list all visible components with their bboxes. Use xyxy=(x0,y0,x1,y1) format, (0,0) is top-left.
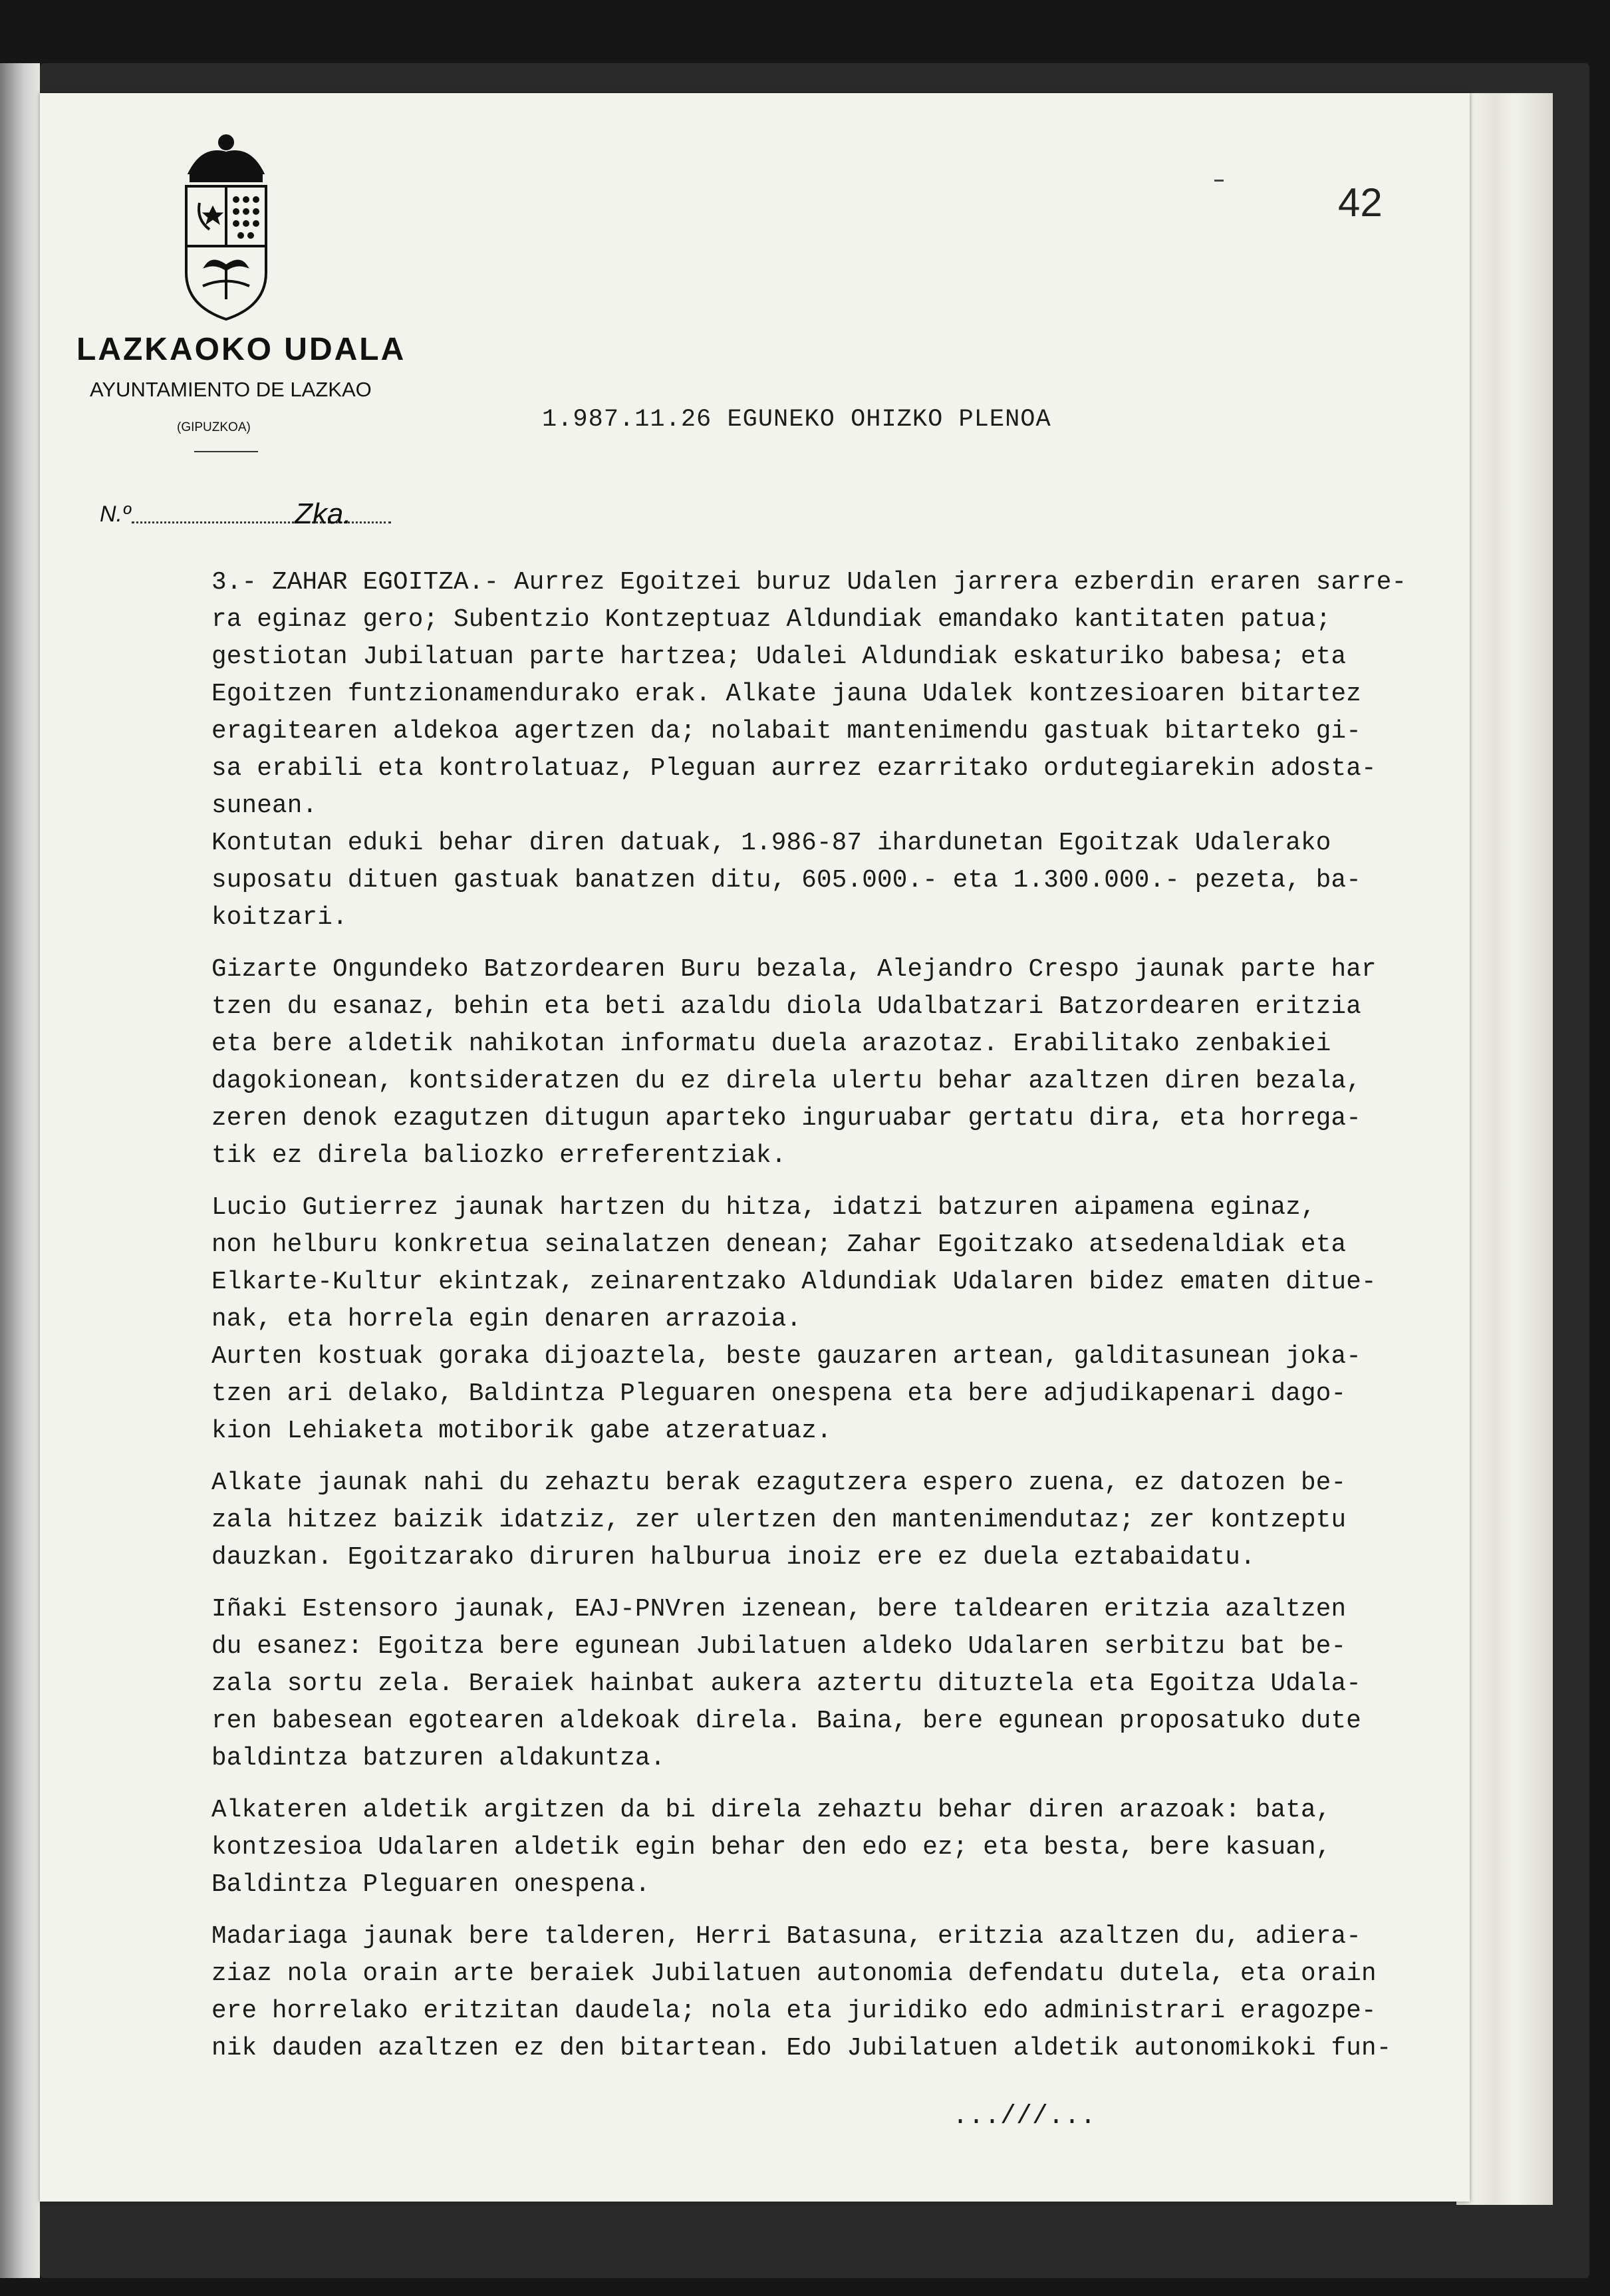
text-line: 3.- ZAHAR EGOITZA.- Aurrez Egoitzei buruz Udalen jarrera ezberdin eraren sarre- xyxy=(211,569,1407,597)
text-line: suposatu dituen gastuak banatzen ditu, 605.000.- eta 1.300.000.- pezeta, ba- xyxy=(211,867,1362,895)
text-line: zala sortu zela. Beraiek hainbat aukera aztertu dituztela eta Egoitza Udala- xyxy=(211,1670,1362,1698)
letterhead-rule xyxy=(194,451,258,452)
organization-subtitle: AYUNTAMIENTO DE LAZKAO xyxy=(90,378,372,401)
paragraph xyxy=(211,1591,1462,1777)
text-line: eta bere aldetik nahikotan informatu duela arazotaz. Erabilitako zenbakiei xyxy=(211,1030,1331,1058)
text-line: Aurten kostuak goraka dijoaztela, beste gauzaren artean, galditasunean joka- xyxy=(211,1343,1362,1371)
text-line: kontzesioa Udalaren aldetik egin behar den edo ez; eta besta, bere kasuan, xyxy=(211,1834,1331,1862)
text-line: Madariaga jaunak bere talderen, Herri Batasuna, eritzia azaltzen du, adiera- xyxy=(211,1923,1362,1951)
text-line: Alkateren aldetik argitzen da bi direla zehaztu behar diren arazoak: bata, xyxy=(211,1796,1331,1824)
text-line: tzen du esanaz, behin eta beti azaldu diola Udalbatzari Batzordearen eritzia xyxy=(211,993,1362,1021)
reference-number-field xyxy=(100,498,366,535)
coat-of-arms-icon xyxy=(176,133,276,326)
text-line: tik ez direla baliozko erreferentziak. xyxy=(211,1142,787,1170)
zka-label: Zka. xyxy=(295,498,352,530)
page-stack-edge xyxy=(1456,93,1553,2205)
text-line: nak, eta horrela egin denaren arrazoia. xyxy=(211,1306,802,1334)
text-line: nik dauden azaltzen ez den bitartean. Edo Jubilatuen aldetik autonomikoki fun- xyxy=(211,2035,1392,2063)
text-line: sa erabili eta kontrolatuaz, Pleguan aurrez ezarritako ordutegiarekin adosta- xyxy=(211,755,1377,783)
text-line: Lucio Gutierrez jaunak hartzen du hitza, idatzi batzuren aipamena eginaz, xyxy=(211,1194,1316,1222)
document-body xyxy=(211,564,1462,2082)
text-line: non helburu konkretua seinalatzen denean; Zahar Egoitzako atsedenaldiak eta xyxy=(211,1231,1347,1259)
paragraph xyxy=(211,1465,1462,1576)
text-line: Elkarte-Kultur ekintzak, zeinarentzako Aldundiak Udalaren bidez ematen ditue- xyxy=(211,1268,1377,1296)
paragraph xyxy=(211,1792,1462,1904)
paragraph xyxy=(211,564,1462,936)
text-line: Kontutan eduki behar diren datuak, 1.986-87 ihardunetan Egoitzak Udalerako xyxy=(211,829,1331,857)
paragraph xyxy=(211,951,1462,1175)
text-line: ere horrelako eritzitan daudela; nola eta juridiko edo administrari eragozpe- xyxy=(211,1997,1377,2025)
page-number: 42 xyxy=(1338,180,1383,225)
text-line: kion Lehiaketa motiborik gabe atzeratuaz. xyxy=(211,1417,832,1445)
text-line: tzen ari delako, Baldintza Pleguaren onespena eta bere adjudikapenari dago- xyxy=(211,1380,1347,1408)
number-label: N.º xyxy=(100,502,131,527)
text-line: dauzkan. Egoitzarako diruren halburua inoiz ere ez duela eztabaidatu. xyxy=(211,1544,1256,1572)
text-line: koitzari. xyxy=(211,904,348,932)
text-line: ziaz nola orain arte beraiek Jubilatuen autonomia defendatu dutela, eta orain xyxy=(211,1960,1377,1988)
text-line: Gizarte Ongundeko Batzordearen Buru bezala, Alejandro Crespo jaunak parte har xyxy=(211,956,1377,984)
text-line: gestiotan Jubilatuan parte hartzea; Udalei Aldundiak eskaturiko babesa; eta xyxy=(211,643,1347,671)
text-line: Iñaki Estensoro jaunak, EAJ-PNVren izenean, bere taldearen eritzia azaltzen xyxy=(211,1596,1347,1624)
text-line: eragitearen aldekoa agertzen da; nolabait mantenimendu gastuak bitarteko gi- xyxy=(211,718,1362,746)
text-line: du esanez: Egoitza bere egunean Jubilatuen aldeko Udalaren serbitzu bat be- xyxy=(211,1633,1347,1661)
continuation-mark: ...///... xyxy=(952,2102,1097,2132)
paragraph xyxy=(211,1918,1462,2067)
text-line: baldintza batzuren aldakuntza. xyxy=(211,1745,666,1773)
text-line: ren babesean egotearen aldekoak direla. Baina, bere egunean proposatuko dute xyxy=(211,1707,1362,1735)
text-line: zeren denok ezagutzen ditugun aparteko inguruabar gertatu dira, eta horrega- xyxy=(211,1105,1362,1133)
session-heading: 1.987.11.26 EGUNEKO OHIZKO PLENOA xyxy=(542,406,1051,434)
dotted-fill-line xyxy=(132,521,391,523)
organization-name: LAZKAOKO UDALA xyxy=(76,332,406,367)
text-line: dagokionean, kontsideratzen du ez direla ulertu behar azaltzen diren bezala, xyxy=(211,1068,1362,1095)
text-line: Baldintza Pleguaren onespena. xyxy=(211,1871,650,1899)
text-line: zala hitzez baizik idatziz, zer ulertzen den mantenimendutaz; zer kontzeptu xyxy=(211,1507,1347,1534)
paragraph xyxy=(211,1189,1462,1450)
text-line: ra eginaz gero; Subentzio Kontzeptuaz Aldundiak emandako kantitaten patua; xyxy=(211,606,1331,634)
page-mark xyxy=(1214,180,1224,182)
organization-region: (GIPUZKOA) xyxy=(177,420,251,434)
text-line: Egoitzen funtzionamendurako erak. Alkate jauna Udalek kontzesioaren bitartez xyxy=(211,680,1362,708)
text-line: sunean. xyxy=(211,792,318,820)
facing-page-edge xyxy=(0,63,40,2278)
text-line: Alkate jaunak nahi du zehaztu berak ezagutzera espero zuena, ez datozen be- xyxy=(211,1469,1347,1497)
